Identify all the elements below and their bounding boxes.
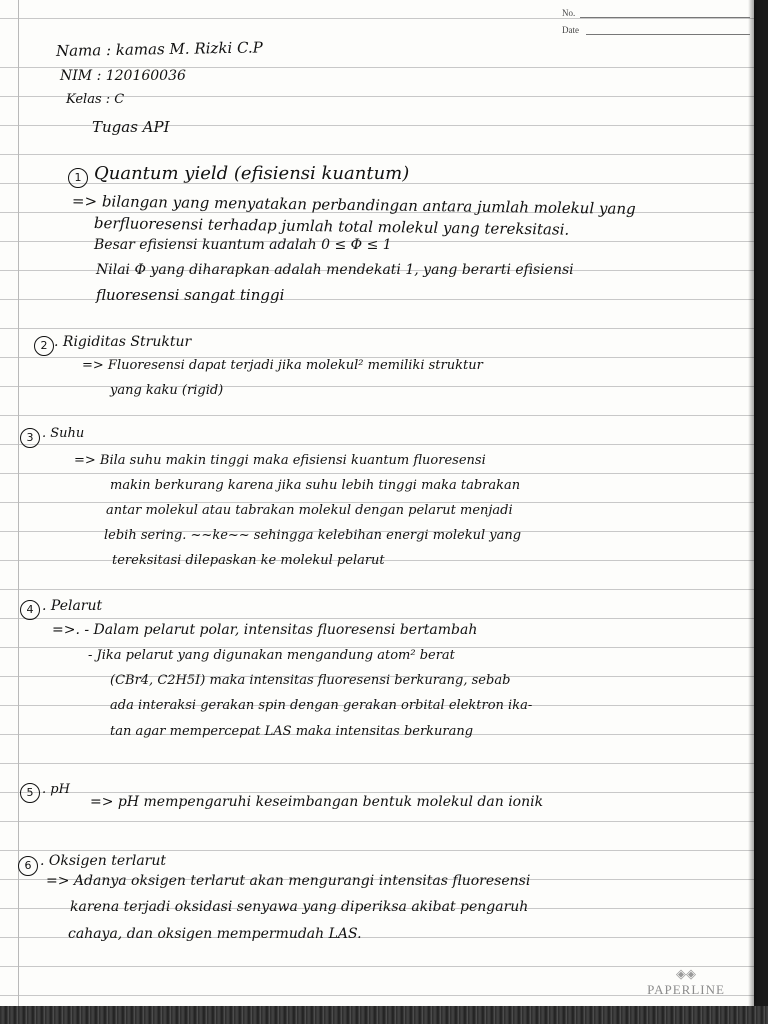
section-3-line-2: makin berkurang karena jika suhu lebih tinggi maka tabrakan: [110, 478, 521, 493]
paperline-logo-icon: ◈◈: [676, 967, 696, 982]
section-number-5: 5: [20, 783, 40, 803]
section-number-1: 1: [68, 168, 88, 188]
section-1-line-5: fluoresensi sangat tinggi: [96, 286, 285, 304]
section-4-line-5: tan agar mempercepat LAS maka intensitas berkurang: [110, 724, 474, 739]
section-3-line-5: tereksitasi dilepaskan ke molekul pelarut: [112, 553, 385, 568]
section-title-2: . Rigiditas Struktur: [54, 334, 192, 350]
section-title-4: . Pelarut: [42, 598, 103, 614]
assignment-title: Tugas API: [92, 118, 170, 136]
section-title-3: . Suhu: [42, 426, 85, 441]
section-number-2: 2: [34, 336, 54, 356]
section-2-line-2: yang kaku (rigid): [110, 383, 224, 398]
section-1-line-4: Nilai Φ yang diharapkan adalah mendekati 1, yang berarti efisiensi: [96, 262, 574, 278]
brand-mark: [624, 968, 748, 998]
date-label: Date: [562, 25, 579, 35]
section-3-line-4: lebih sering. ~~ke~~ sehingga kelebihan energi molekul yang: [104, 528, 522, 543]
section-6-line-2: karena terjadi oksidasi senyawa yang diperiksa akibat pengaruh: [70, 899, 529, 915]
section-3-line-3: antar molekul atau tabrakan molekul dengan pelarut menjadi: [106, 503, 513, 518]
section-title-6: . Oksigen terlarut: [40, 853, 166, 869]
section-title-5: . pH: [42, 782, 70, 797]
section-2-line-1: => Fluoresensi dapat terjadi jika molekul² memiliki struktur: [82, 358, 483, 373]
section-4-line-2: - Jika pelarut yang digunakan mengandung atom² berat: [88, 648, 455, 663]
section-6-line-3: cahaya, dan oksigen mempermudah LAS.: [68, 926, 362, 942]
table-surface: [0, 1006, 768, 1024]
section-3-line-1: => Bila suhu makin tinggi maka efisiensi kuantum fluoresensi: [74, 453, 486, 468]
section-number-3: 3: [20, 428, 40, 448]
section-1-line-1: => bilangan yang menyatakan perbandingan antara jumlah molekul yang: [71, 192, 636, 218]
section-title-1: Quantum yield (efisiensi kuantum): [94, 163, 410, 184]
nim-line: NIM : 120160036: [60, 68, 186, 84]
margin-line: [18, 0, 19, 1006]
section-4-line-4: ada interaksi gerakan spin dengan gerakan orbital elektron ika-: [110, 698, 533, 713]
no-line: [580, 17, 750, 18]
name-line: Nama : kamas M. Rizki C.P: [55, 38, 263, 60]
section-number-4: 4: [20, 600, 40, 620]
section-1-line-2: berfluoresensi terhadap jumlah total molekul yang tereksitasi.: [93, 214, 570, 239]
section-number-6: 6: [18, 856, 38, 876]
section-6-line-1: => Adanya oksigen terlarut akan mengurangi intensitas fluoresensi: [46, 873, 531, 889]
section-5-line-1: => pH mempengaruhi keseimbangan bentuk molekul dan ionik: [90, 794, 544, 810]
section-4-line-3: (CBr4, C2H5I) maka intensitas fluoresensi berkurang, sebab: [110, 673, 511, 688]
brand-name: PAPERLINE: [647, 982, 725, 997]
kelas-line: Kelas : C: [66, 92, 125, 107]
no-label: No.: [562, 8, 576, 18]
section-4-line-1: =>. - Dalam pelarut polar, intensitas fluoresensi bertambah: [52, 622, 478, 638]
date-line: [586, 34, 750, 35]
page-edge-shadow: [748, 0, 754, 1006]
section-1-line-3: Besar efisiensi kuantum adalah 0 ≤ Φ ≤ 1: [94, 237, 392, 253]
